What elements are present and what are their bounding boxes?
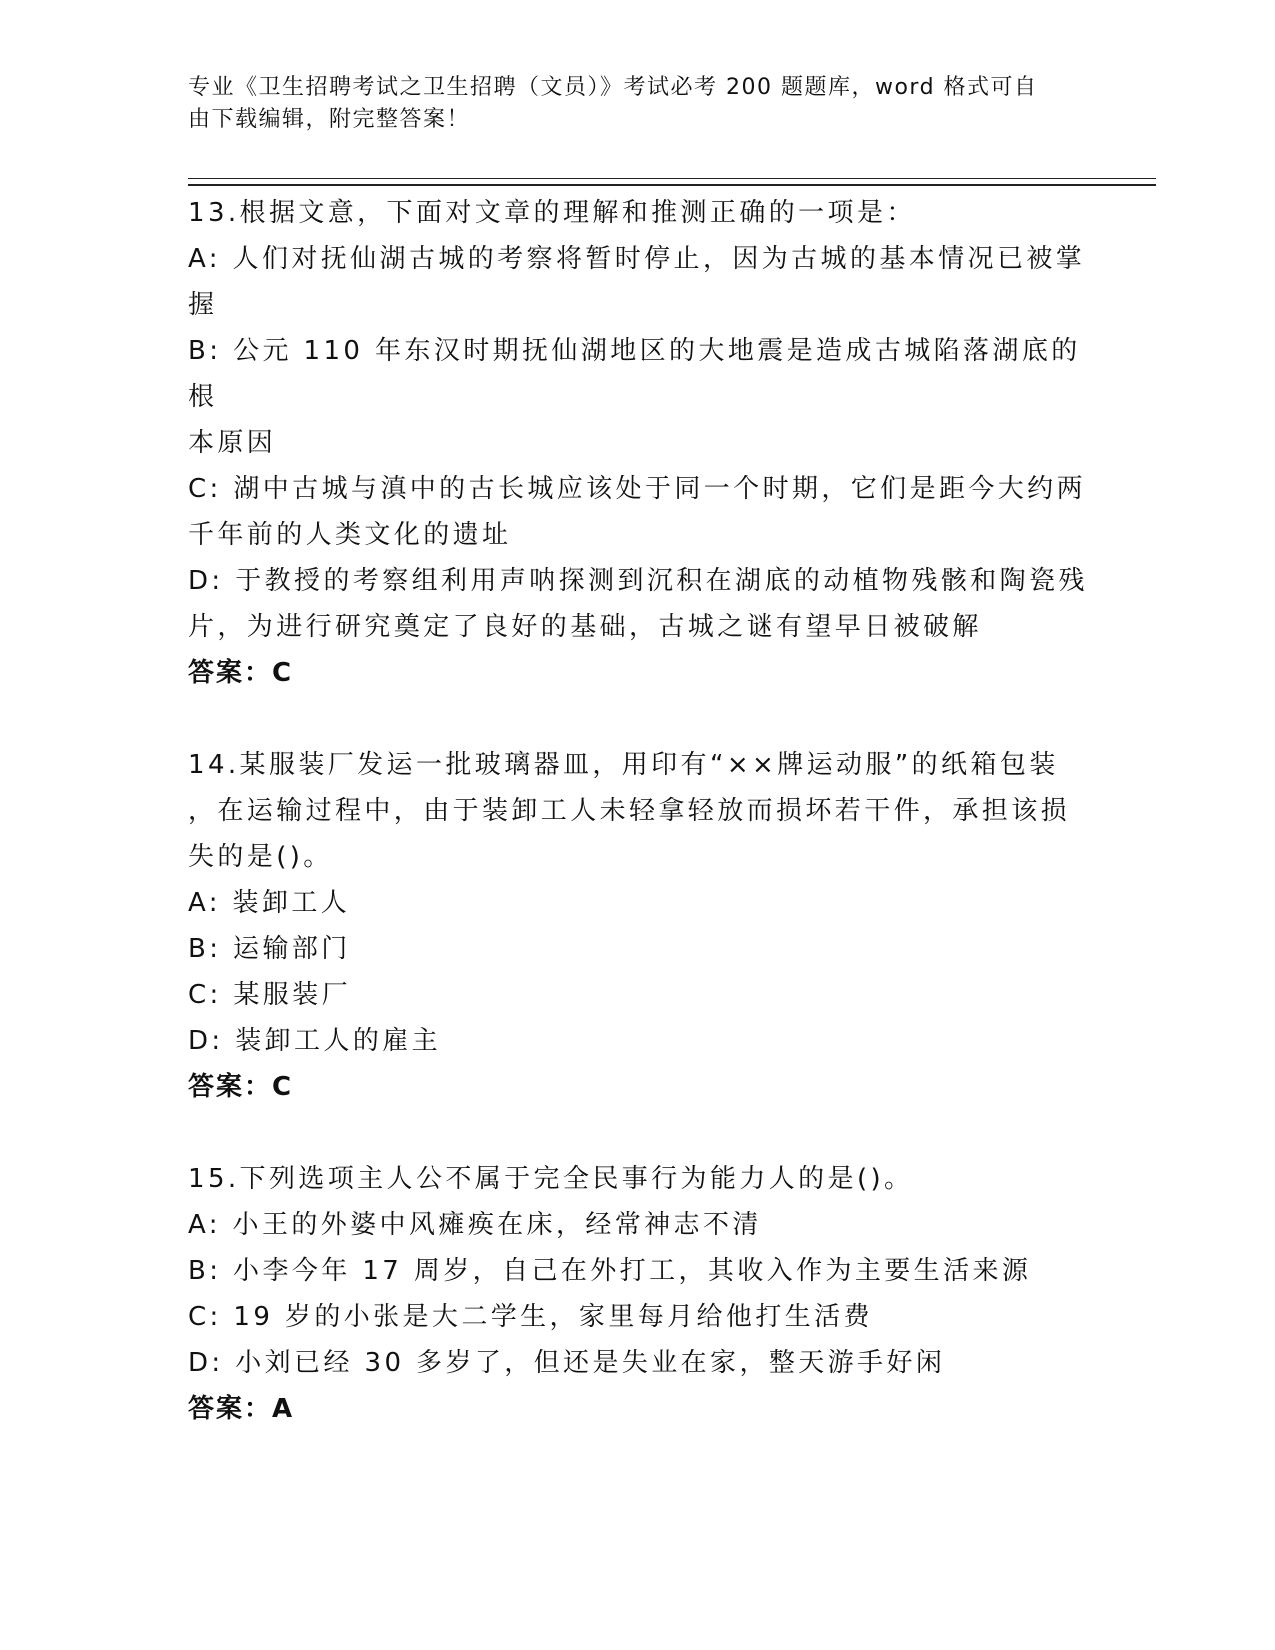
- header-divider-thin: [188, 178, 1156, 179]
- question-stem-line-3: 失的是()。: [188, 842, 333, 872]
- document-header: [188, 72, 1068, 136]
- question-14: [188, 742, 1088, 1110]
- option-a: A: 小王的外婆中风瘫痪在床，经常神志不清: [188, 1210, 762, 1240]
- header-line-1: 专业《卫生招聘考试之卫生招聘（文员）》考试必考 200 题题库，word 格式可自: [188, 75, 1038, 100]
- option-c: C: 19 岁的小张是大二学生，家里每月给他打生活费: [188, 1302, 873, 1332]
- option-a: A: 装卸工人: [188, 888, 351, 918]
- option-d: D: 小刘已经 30 多岁了，但还是失业在家，整天游手好闲: [188, 1348, 946, 1378]
- option-a-line-1: A: 人们对抚仙湖古城的考察将暂时停止，因为古城的基本情况已被掌: [188, 244, 1086, 274]
- question-stem: 13.根据文意，下面对文章的理解和推测正确的一项是：: [188, 198, 916, 228]
- header-line-2: 由下载编辑，附完整答案！: [188, 107, 471, 132]
- question-spacer: [188, 696, 1088, 742]
- option-b-line-1: B: 公元 110 年东汉时期抚仙湖地区的大地震是造成古城陷落湖底的根: [188, 336, 1081, 412]
- option-d-line-2: 片，为进行研究奠定了良好的基础，古城之谜有望早日被破解: [188, 612, 982, 642]
- header-divider-thick: [188, 184, 1156, 186]
- option-c-line-1: C: 湖中古城与滇中的古长城应该处于同一个时期，它们是距今大约两: [188, 474, 1086, 504]
- option-c: C: 某服装厂: [188, 980, 351, 1010]
- question-stem: 15.下列选项主人公不属于完全民事行为能力人的是()。: [188, 1164, 914, 1194]
- option-b: B: 运输部门: [188, 934, 351, 964]
- question-15: [188, 1156, 1088, 1432]
- question-stem-line-2: ，在运输过程中，由于装卸工人未轻拿轻放而损坏若干件，承担该损: [188, 796, 1071, 826]
- answer-label: 答案：C: [188, 1072, 294, 1102]
- question-spacer: [188, 1110, 1088, 1156]
- option-a-line-2: 握: [188, 290, 218, 320]
- question-stem-line-1: 14.某服装厂发运一批玻璃器皿，用印有“××牌运动服”的纸箱包装: [188, 750, 1059, 780]
- option-d-line-1: D: 于教授的考察组利用声呐探测到沉积在湖底的动植物残骸和陶瓷残: [188, 566, 1088, 596]
- answer-label: 答案：A: [188, 1394, 295, 1424]
- option-b: B: 小李今年 17 周岁，自己在外打工，其收入作为主要生活来源: [188, 1256, 1032, 1286]
- option-b-line-2: 本原因: [188, 428, 277, 458]
- answer-label: 答案：C: [188, 658, 294, 688]
- option-c-line-2: 千年前的人类文化的遗址: [188, 520, 512, 550]
- option-d: D: 装卸工人的雇主: [188, 1026, 442, 1056]
- question-list: [188, 190, 1088, 1432]
- question-13: [188, 190, 1088, 696]
